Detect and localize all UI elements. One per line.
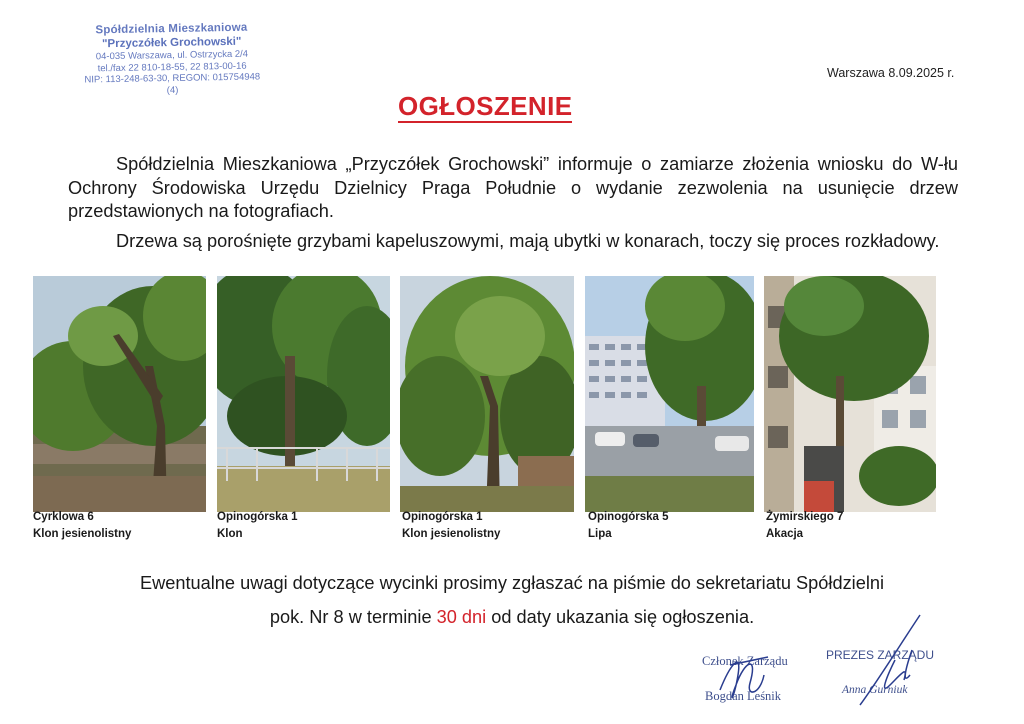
caption-species: Klon: [217, 528, 243, 540]
caption-location: Cyrklowa 6: [33, 511, 94, 523]
announcement-paragraph-2: Drzewa są porośnięte grzybami kapeluszowymi, mają ubytki w konarach, toczy się proces rozkładowy.: [116, 231, 940, 251]
caption-location: Opinogórska 1: [217, 511, 298, 523]
caption-species: Klon jesienolistny: [33, 528, 132, 540]
photo-caption-2: [217, 509, 298, 543]
stamp-phone: tel./fax 22 810-18-55, 22 813-00-16: [97, 60, 247, 74]
photo-caption-5: [766, 509, 843, 543]
board-member-title: Członek Zarządu: [702, 654, 788, 668]
document-date: Warszawa 8.09.2025 r.: [827, 66, 955, 80]
tree-photo-5: [764, 276, 936, 512]
tree-photo-2: [217, 276, 390, 512]
stamp-ids: NIP: 113-248-63-30, REGON: 015754948: [84, 71, 261, 86]
photo-caption-4: [588, 509, 669, 543]
announcement-paragraph-1: Spółdzielnia Mieszkaniowa „Przyczółek Grochowski” informuje o zamiarze złożenia wniosku do W-łu Ochrony Środowiska Urzędu Dzielnicy Praga Południe o wydanie zezwolenia na usunięcie drzew przedstawionych na fotografiach.: [68, 154, 958, 221]
footer-line-2-end: od daty ukazania się ogłoszenia.: [486, 607, 755, 627]
stamp-address: 04-035 Warszawa, ul. Ostrzycka 2/4: [95, 48, 249, 63]
tree-photo-3: [400, 276, 574, 512]
caption-location: Opinogórska 5: [588, 511, 669, 523]
cooperative-stamp: [55, 20, 288, 98]
page-title: OGŁOSZENIE: [398, 93, 572, 123]
caption-species: Klon jesienolistny: [402, 528, 501, 540]
caption-species: Akacja: [766, 528, 804, 540]
tree-photo-4: [585, 276, 754, 512]
president-name: Anna Gurniuk: [842, 684, 908, 696]
caption-location: Opinogórska 1: [402, 511, 483, 523]
caption-species: Lipa: [588, 528, 612, 540]
stamp-line-2: "Przyczółek Grochowski": [101, 35, 242, 51]
footer-line-2-start: pok. Nr 8 w terminie: [269, 607, 437, 627]
stamp-line-1: Spółdzielnia Mieszkaniowa: [95, 21, 248, 37]
caption-location: Żymirskiego 7: [766, 511, 844, 523]
handwritten-signatures: [690, 605, 990, 720]
tree-photo-1: [33, 276, 206, 512]
footer-line-1: Ewentualne uwagi dotyczące wycinki prosimy zgłaszać na piśmie do sekretariatu Spółdzielni: [139, 573, 885, 593]
photo-caption-1: [33, 509, 131, 543]
board-member-name: Bogdan Leśnik: [705, 689, 782, 703]
deadline-text: 30 dni: [436, 607, 487, 627]
photo-caption-3: [402, 509, 500, 543]
stamp-number: (4): [166, 84, 179, 96]
president-title: PREZES ZARZĄDU: [826, 648, 935, 662]
